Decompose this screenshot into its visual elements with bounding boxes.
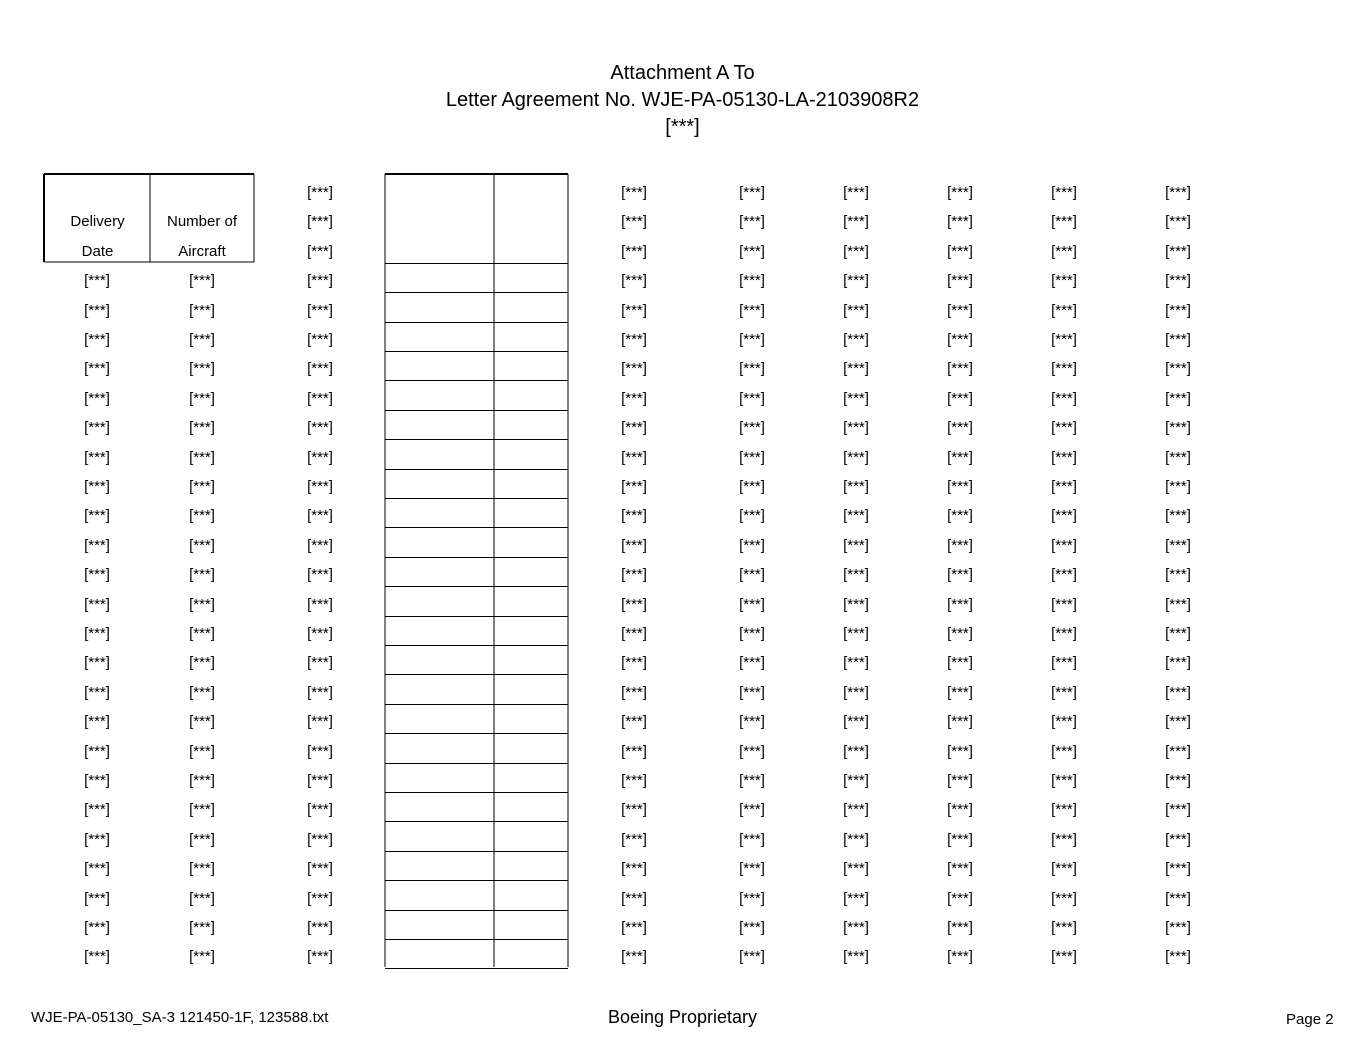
header-aircraft-line1: Number of: [166, 213, 238, 230]
redacted-cell: [***]: [1051, 419, 1077, 437]
footer-page-number: Page 2: [1286, 1011, 1334, 1028]
redacted-cell: [***]: [739, 507, 765, 525]
redacted-cell: [***]: [947, 830, 973, 848]
redacted-cell: [***]: [843, 742, 869, 760]
redacted-cell: [***]: [1165, 242, 1191, 260]
redacted-cell: [***]: [621, 389, 647, 407]
redacted-cell: [***]: [1165, 507, 1191, 525]
redacted-cell: [***]: [947, 713, 973, 731]
redacted-cell: [***]: [621, 448, 647, 466]
redacted-cell: [***]: [739, 272, 765, 290]
redacted-cell: [***]: [189, 948, 215, 966]
redacted-cell: [***]: [739, 331, 765, 348]
redacted-cell: [***]: [739, 889, 765, 907]
redacted-cell: [***]: [84, 536, 110, 554]
redacted-cell: [***]: [1165, 448, 1191, 466]
redacted-cell: [***]: [947, 860, 973, 878]
redacted-cell: [***]: [307, 801, 333, 819]
redacted-cell: [***]: [1051, 772, 1077, 789]
redacted-cell: [***]: [1165, 801, 1191, 819]
redacted-cell: [***]: [189, 478, 215, 495]
redacted-cell: [***]: [189, 507, 215, 525]
redacted-cell: [***]: [947, 654, 973, 672]
redacted-cell: [***]: [947, 801, 973, 819]
redacted-cell: [***]: [307, 448, 333, 466]
redacted-cell: [***]: [84, 301, 110, 319]
redacted-cell: [***]: [1051, 448, 1077, 466]
redacted-cell: [***]: [307, 625, 333, 642]
redacted-cell: [***]: [621, 566, 647, 584]
redacted-cell: [***]: [843, 478, 869, 495]
redacted-cell: [***]: [307, 889, 333, 907]
header-aircraft-line2: Aircraft: [178, 243, 226, 260]
redacted-cell: [***]: [621, 184, 647, 201]
redacted-cell: [***]: [621, 478, 647, 495]
redacted-cell: [***]: [947, 360, 973, 378]
redacted-cell: [***]: [947, 213, 973, 231]
redacted-cell: [***]: [1051, 360, 1077, 378]
header-delivery-line2: Date: [81, 243, 114, 260]
redacted-cell: [***]: [621, 801, 647, 819]
redacted-cell: [***]: [739, 389, 765, 407]
redacted-cell: [***]: [739, 478, 765, 495]
header-delivery-line1: Delivery: [70, 213, 125, 230]
redacted-cell: [***]: [843, 595, 869, 613]
redacted-cell: [***]: [947, 507, 973, 525]
redacted-cell: [***]: [189, 595, 215, 613]
redacted-cell: [***]: [843, 272, 869, 290]
redacted-cell: [***]: [947, 184, 973, 201]
redacted-cell: [***]: [947, 889, 973, 907]
redacted-cell: [***]: [739, 948, 765, 966]
redacted-cell: [***]: [947, 389, 973, 407]
redacted-cell: [***]: [189, 830, 215, 848]
redacted-cell: [***]: [739, 419, 765, 437]
redacted-cell: [***]: [739, 301, 765, 319]
redacted-cell: [***]: [189, 772, 215, 789]
redacted-cell: [***]: [1051, 595, 1077, 613]
redacted-cell: [***]: [947, 625, 973, 642]
redacted-cell: [***]: [189, 654, 215, 672]
redacted-cell: [***]: [84, 478, 110, 495]
redacted-cell: [***]: [621, 772, 647, 789]
redacted-cell: [***]: [739, 184, 765, 201]
redacted-cell: [***]: [1051, 184, 1077, 201]
redacted-cell: [***]: [189, 919, 215, 936]
redacted-cell: [***]: [84, 742, 110, 760]
redacted-cell: [***]: [84, 683, 110, 701]
redacted-cell: [***]: [739, 448, 765, 466]
redacted-cell: [***]: [307, 360, 333, 378]
redacted-cell: [***]: [1165, 272, 1191, 290]
redacted-cell: [***]: [1051, 242, 1077, 260]
redacted-cell: [***]: [843, 772, 869, 789]
redacted-cell: [***]: [843, 419, 869, 437]
redacted-cell: [***]: [84, 830, 110, 848]
redacted-cell: [***]: [621, 419, 647, 437]
redacted-cell: [***]: [843, 301, 869, 319]
footer-document-id: WJE-PA-05130_SA-3 121450-1F, 123588.txt: [31, 1009, 329, 1026]
redacted-cell: [***]: [843, 948, 869, 966]
redacted-cell: [***]: [307, 860, 333, 878]
redacted-cell: [***]: [621, 683, 647, 701]
redacted-cell: [***]: [1165, 713, 1191, 731]
redacted-cell: [***]: [739, 213, 765, 231]
redacted-cell: [***]: [843, 184, 869, 201]
redacted-cell: [***]: [307, 272, 333, 290]
redacted-cell: [***]: [189, 566, 215, 584]
redacted-cell: [***]: [621, 654, 647, 672]
redacted-cell: [***]: [739, 625, 765, 642]
redacted-cell: [***]: [84, 713, 110, 731]
redacted-cell: [***]: [739, 860, 765, 878]
redacted-cell: [***]: [1051, 507, 1077, 525]
redacted-cell: [***]: [843, 683, 869, 701]
redacted-cell: [***]: [189, 625, 215, 642]
title-redacted: [***]: [665, 116, 700, 138]
redacted-cell: [***]: [1051, 389, 1077, 407]
redacted-cell: [***]: [621, 507, 647, 525]
redacted-cell: [***]: [1051, 742, 1077, 760]
redacted-cell: [***]: [307, 654, 333, 672]
redacted-cell: [***]: [84, 595, 110, 613]
redacted-cell: [***]: [84, 948, 110, 966]
redacted-cell: [***]: [947, 919, 973, 936]
redacted-cell: [***]: [1165, 830, 1191, 848]
redacted-cell: [***]: [947, 448, 973, 466]
redacted-cell: [***]: [1165, 772, 1191, 789]
redacted-cell: [***]: [307, 389, 333, 407]
redacted-cell: [***]: [947, 242, 973, 260]
redacted-cell: [***]: [843, 213, 869, 231]
redacted-cell: [***]: [621, 625, 647, 642]
redacted-cell: [***]: [947, 742, 973, 760]
redacted-cell: [***]: [947, 536, 973, 554]
redacted-cell: [***]: [307, 772, 333, 789]
redacted-cell: [***]: [1051, 919, 1077, 936]
redacted-cell: [***]: [84, 919, 110, 936]
redacted-cell: [***]: [621, 242, 647, 260]
redacted-cell: [***]: [189, 860, 215, 878]
redacted-cell: [***]: [1165, 625, 1191, 642]
redacted-cell: [***]: [1051, 948, 1077, 966]
redacted-cell: [***]: [739, 566, 765, 584]
redacted-cell: [***]: [189, 801, 215, 819]
redacted-cell: [***]: [189, 536, 215, 554]
redacted-cell: [***]: [84, 331, 110, 348]
redacted-cell: [***]: [307, 919, 333, 936]
redacted-cell: [***]: [621, 713, 647, 731]
redacted-cell: [***]: [843, 331, 869, 348]
redacted-cell: [***]: [1051, 331, 1077, 348]
redacted-cell: [***]: [947, 419, 973, 437]
redacted-cell: [***]: [1051, 625, 1077, 642]
redacted-cell: [***]: [1051, 566, 1077, 584]
redacted-cell: [***]: [1165, 566, 1191, 584]
redacted-cell: [***]: [621, 742, 647, 760]
redacted-cell: [***]: [739, 830, 765, 848]
redacted-cell: [***]: [1165, 889, 1191, 907]
redacted-cell: [***]: [739, 919, 765, 936]
redacted-cell: [***]: [843, 801, 869, 819]
redacted-cell: [***]: [621, 830, 647, 848]
redacted-cell: [***]: [189, 360, 215, 378]
redacted-cell: [***]: [621, 331, 647, 348]
redacted-cell: [***]: [843, 360, 869, 378]
redacted-cell: [***]: [189, 331, 215, 348]
redacted-cell: [***]: [843, 566, 869, 584]
redacted-cell: [***]: [189, 683, 215, 701]
title-letter-agreement: Letter Agreement No. WJE-PA-05130-LA-2103908R2: [445, 89, 920, 111]
redacted-cell: [***]: [739, 536, 765, 554]
redacted-cell: [***]: [621, 595, 647, 613]
redacted-cell: [***]: [307, 536, 333, 554]
redacted-cell: [***]: [84, 625, 110, 642]
redacted-cell: [***]: [1051, 683, 1077, 701]
redacted-cell: [***]: [1165, 919, 1191, 936]
redacted-cell: [***]: [621, 948, 647, 966]
redacted-cell: [***]: [1165, 654, 1191, 672]
redacted-cell: [***]: [1165, 860, 1191, 878]
redacted-cell: [***]: [843, 830, 869, 848]
redacted-cell: [***]: [843, 448, 869, 466]
redacted-cell: [***]: [84, 507, 110, 525]
redacted-cell: [***]: [843, 919, 869, 936]
redacted-cell: [***]: [84, 654, 110, 672]
redacted-cell: [***]: [1165, 389, 1191, 407]
redacted-cell: [***]: [84, 419, 110, 437]
redacted-cell: [***]: [1165, 184, 1191, 201]
redacted-cell: [***]: [307, 184, 333, 201]
redacted-cell: [***]: [843, 625, 869, 642]
redacted-cell: [***]: [739, 654, 765, 672]
redacted-cell: [***]: [947, 301, 973, 319]
redacted-cell: [***]: [843, 536, 869, 554]
redacted-cell: [***]: [739, 801, 765, 819]
redacted-cell: [***]: [947, 566, 973, 584]
redacted-cell: [***]: [189, 272, 215, 290]
redacted-cell: [***]: [947, 948, 973, 966]
redacted-cell: [***]: [621, 919, 647, 936]
redacted-cell: [***]: [1165, 536, 1191, 554]
redacted-cell: [***]: [1165, 595, 1191, 613]
footer-proprietary: Boeing Proprietary: [607, 1007, 758, 1027]
redacted-cell: [***]: [307, 948, 333, 966]
redacted-cell: [***]: [1051, 478, 1077, 495]
redacted-cell: [***]: [1051, 213, 1077, 231]
redacted-cell: [***]: [189, 889, 215, 907]
redacted-cell: [***]: [84, 272, 110, 290]
redacted-cell: [***]: [189, 448, 215, 466]
redacted-cell: [***]: [84, 448, 110, 466]
redacted-cell: [***]: [307, 595, 333, 613]
redacted-cell: [***]: [307, 301, 333, 319]
redacted-cell: [***]: [1051, 654, 1077, 672]
title-attachment: Attachment A To: [610, 62, 755, 84]
redacted-cell: [***]: [1051, 301, 1077, 319]
redacted-cell: [***]: [739, 595, 765, 613]
redacted-cell: [***]: [947, 772, 973, 789]
redacted-cell: [***]: [621, 889, 647, 907]
redacted-cell: [***]: [84, 801, 110, 819]
redacted-cell: [***]: [307, 213, 333, 231]
redacted-cell: [***]: [84, 889, 110, 907]
redacted-cell: [***]: [739, 242, 765, 260]
redacted-cell: [***]: [947, 331, 973, 348]
redacted-cell: [***]: [84, 860, 110, 878]
redacted-cell: [***]: [1165, 301, 1191, 319]
redacted-cell: [***]: [1051, 860, 1077, 878]
redacted-cell: [***]: [843, 889, 869, 907]
redacted-cell: [***]: [1165, 331, 1191, 348]
redacted-cell: [***]: [843, 713, 869, 731]
redacted-cell: [***]: [1051, 713, 1077, 731]
redacted-cell: [***]: [307, 478, 333, 495]
redacted-cell: [***]: [307, 331, 333, 348]
redacted-cell: [***]: [739, 772, 765, 789]
redacted-cell: [***]: [621, 360, 647, 378]
redacted-cell: [***]: [307, 683, 333, 701]
redacted-cell: [***]: [1051, 272, 1077, 290]
redacted-cell: [***]: [307, 242, 333, 260]
redacted-cell: [***]: [739, 360, 765, 378]
redacted-cell: [***]: [1165, 478, 1191, 495]
redacted-cell: [***]: [843, 654, 869, 672]
redacted-cell: [***]: [843, 389, 869, 407]
redacted-cell: [***]: [843, 507, 869, 525]
redacted-cell: [***]: [189, 389, 215, 407]
redacted-cell: [***]: [1165, 360, 1191, 378]
redacted-cell: [***]: [843, 242, 869, 260]
redacted-cell: [***]: [621, 301, 647, 319]
redacted-cell: [***]: [843, 860, 869, 878]
redacted-cell: [***]: [1051, 801, 1077, 819]
redacted-cell: [***]: [739, 713, 765, 731]
redacted-cell: [***]: [621, 213, 647, 231]
redacted-cell: [***]: [739, 742, 765, 760]
redacted-cell: [***]: [84, 566, 110, 584]
redacted-cell: [***]: [947, 595, 973, 613]
redacted-cell: [***]: [189, 742, 215, 760]
redacted-cell: [***]: [307, 507, 333, 525]
redacted-cell: [***]: [947, 478, 973, 495]
redacted-cell: [***]: [1051, 830, 1077, 848]
redacted-cell: [***]: [307, 830, 333, 848]
redacted-cell: [***]: [1165, 948, 1191, 966]
redacted-cell: [***]: [621, 536, 647, 554]
redacted-cell: [***]: [1165, 742, 1191, 760]
redacted-cell: [***]: [947, 683, 973, 701]
redacted-cell: [***]: [1165, 213, 1191, 231]
redacted-cell: [***]: [621, 860, 647, 878]
redacted-cell: [***]: [739, 683, 765, 701]
redacted-cell: [***]: [307, 713, 333, 731]
redacted-cell: [***]: [84, 389, 110, 407]
redacted-cell: [***]: [189, 301, 215, 319]
redacted-cell: [***]: [307, 566, 333, 584]
redacted-cell: [***]: [307, 742, 333, 760]
redacted-cell: [***]: [1051, 536, 1077, 554]
redacted-cell: [***]: [84, 360, 110, 378]
redacted-cell: [***]: [189, 419, 215, 437]
redacted-cell: [***]: [84, 772, 110, 789]
redacted-cell: [***]: [1165, 683, 1191, 701]
redacted-cell: [***]: [307, 419, 333, 437]
redacted-cell: [***]: [947, 272, 973, 290]
redacted-cell: [***]: [1051, 889, 1077, 907]
redacted-cell: [***]: [621, 272, 647, 290]
redacted-cell: [***]: [189, 713, 215, 731]
redacted-cell: [***]: [1165, 419, 1191, 437]
